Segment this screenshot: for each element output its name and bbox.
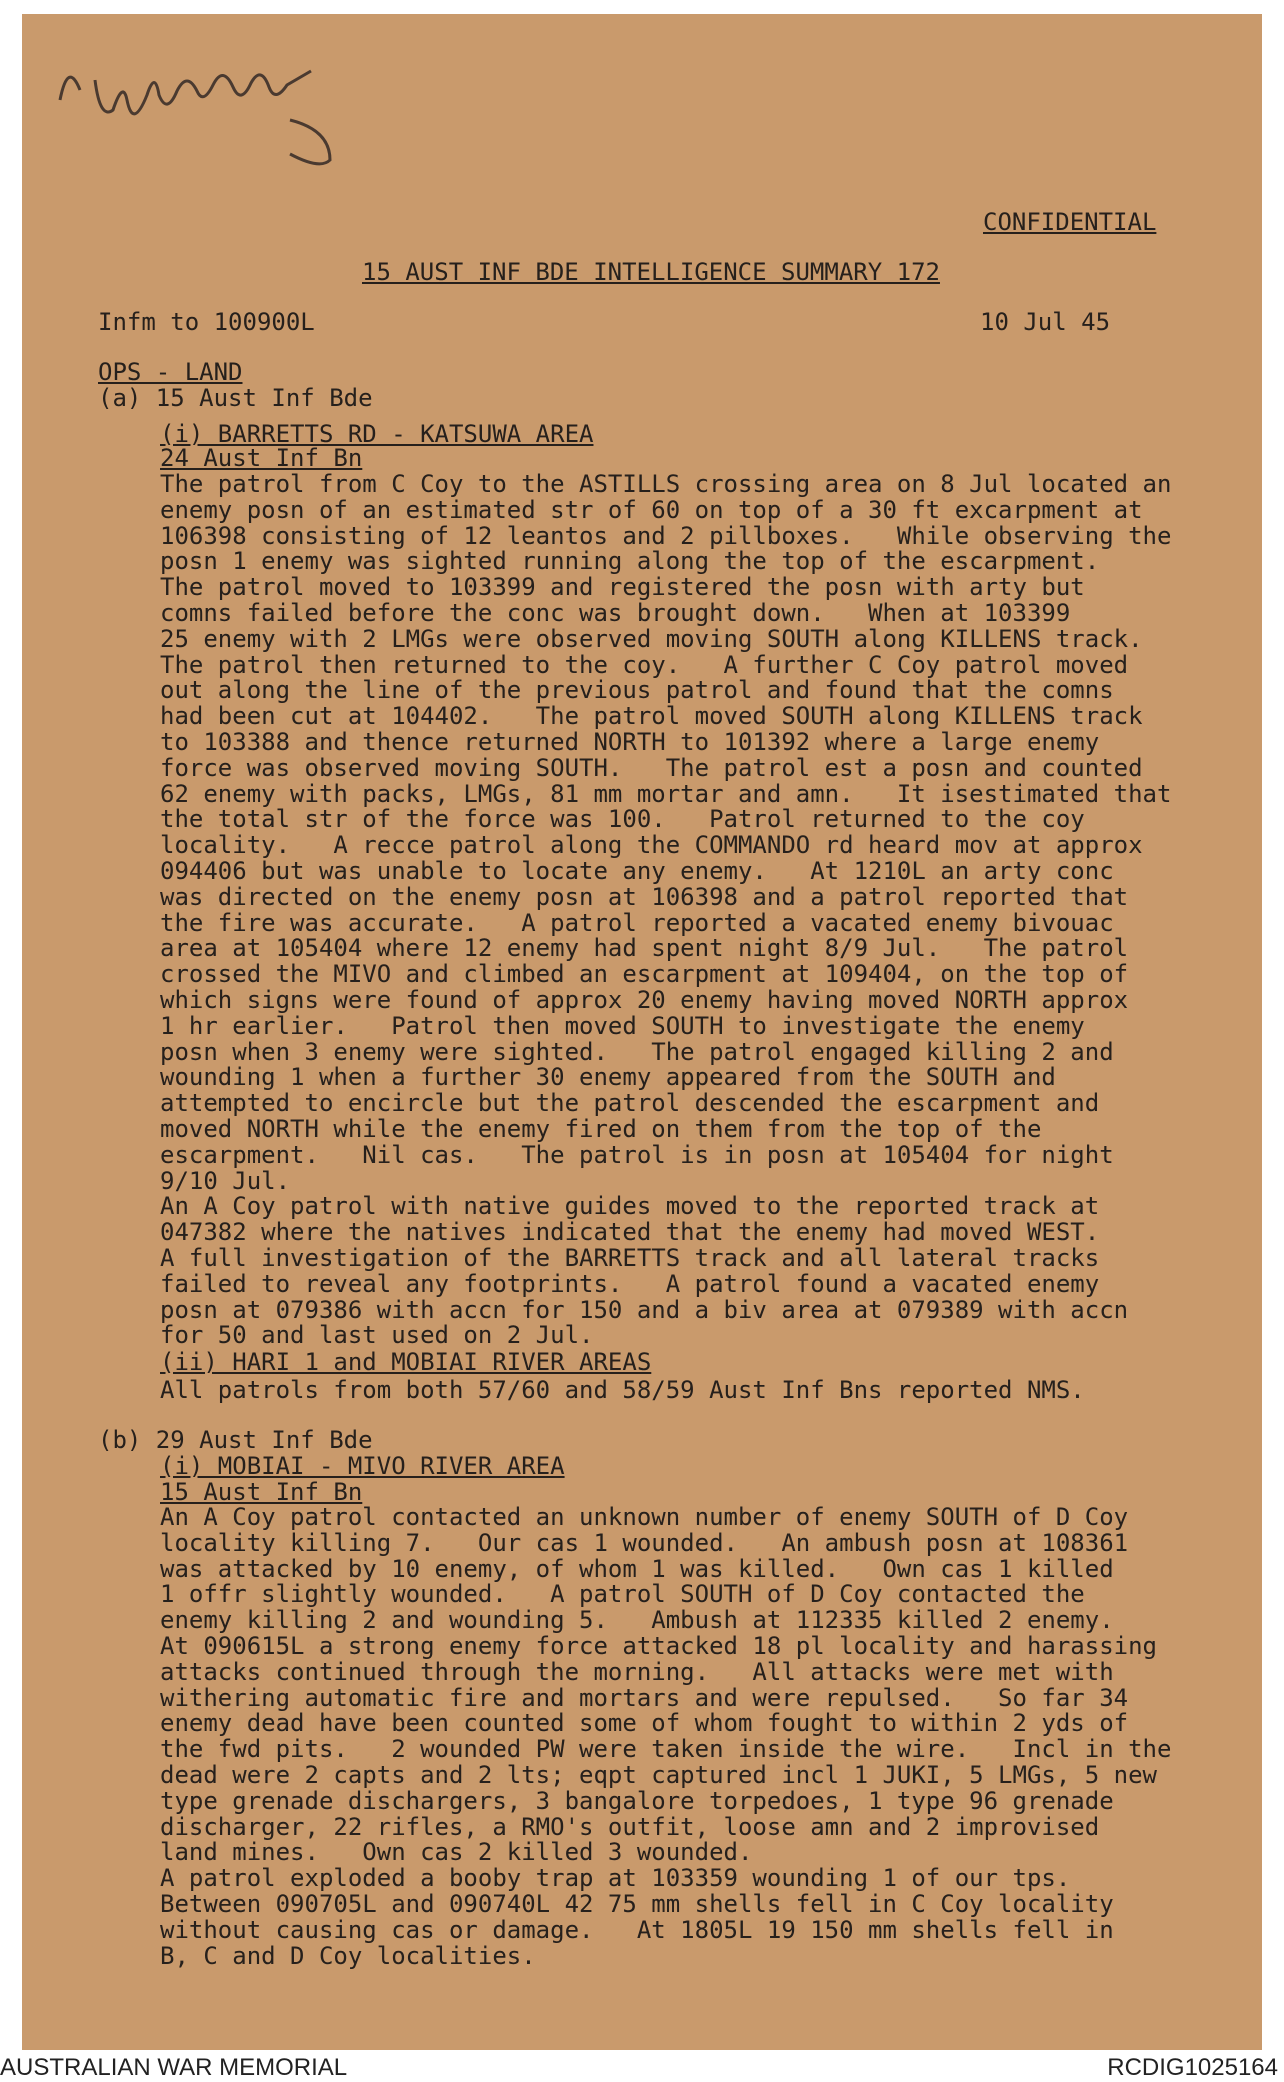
body-line: 62 enemy with packs, LMGs, 81 mm mortar and amn. It isestimated that: [160, 779, 1172, 808]
body-line: The patrol moved to 103399 and registered the posn with arty but: [160, 573, 1085, 602]
footer-institution: AUSTRALIAN WAR MEMORIAL: [0, 2054, 348, 2081]
body-line: out along the line of the previous patrol and found that the comns: [160, 676, 1114, 705]
body-line: discharger, 22 rifles, a RMO's outfit, loose amn and 2 improvised: [160, 1812, 1100, 1841]
body-line: type grenade dischargers, 3 bangalore torpedoes, 1 type 96 grenade: [160, 1786, 1114, 1815]
body-line: posn at 079386 with accn for 150 and a biv area at 079389 with accn: [160, 1295, 1129, 1324]
section-b-unit: 15 Aust Inf Bn: [160, 1478, 363, 1506]
body-line: locality. A recce patrol along the COMMANDO rd heard mov at approx: [160, 831, 1143, 860]
body-line: enemy dead have been counted some of whom fought to within 2 yds of: [160, 1709, 1129, 1738]
body-line: was attacked by 10 enemy, of whom 1 was killed. Own cas 1 killed: [160, 1554, 1114, 1583]
body-line: to 103388 and thence returned NORTH to 101392 where a large enemy: [160, 728, 1100, 756]
body-line: land mines. Own cas 2 killed 3 wounded.: [160, 1838, 753, 1867]
ops-heading: OPS - LAND: [98, 358, 243, 386]
body-line: 106398 consisting of 12 leantos and 2 pillboxes. While observing the: [160, 521, 1172, 550]
handwritten-signature: [40, 40, 460, 180]
body-line: for 50 and last used on 2 Jul.: [160, 1321, 594, 1350]
body-line: B, C and D Coy localities.: [160, 1941, 536, 1970]
section-b-subheading: (i) MOBIAI - MIVO RIVER AREA: [160, 1452, 565, 1480]
body-line: area at 105404 where 12 enemy had spent night 8/9 Jul. The patrol: [160, 934, 1129, 963]
body-line: attacks continued through the morning. All attacks were met with: [160, 1657, 1114, 1686]
body-line: was directed on the enemy posn at 106398 and a patrol reported that: [160, 882, 1129, 911]
section-b-label: (b) 29 Aust Inf Bde: [98, 1426, 373, 1454]
body-line: without causing cas or damage. At 1805L 19 150 mm shells fell in: [160, 1915, 1114, 1944]
body-line: force was observed moving SOUTH. The patrol est a posn and counted: [160, 753, 1143, 782]
body-line: 047382 where the natives indicated that the enemy had moved WEST.: [160, 1218, 1100, 1247]
body-line: crossed the MIVO and climbed an escarpment at 109404, on the top of: [160, 960, 1129, 989]
footer-record-id: RCDIG1025164: [1107, 2054, 1278, 2081]
body-line: the fire was accurate. A patrol reported a vacated enemy bivouac: [160, 908, 1114, 937]
body-line: An A Coy patrol with native guides moved to the reported track at: [160, 1192, 1100, 1221]
body-line: posn when 3 enemy were sighted. The patrol engaged killing 2 and: [160, 1037, 1114, 1066]
body-line: 094406 but was unable to locate any enemy. At 1210L an arty conc: [160, 857, 1114, 885]
section-a-sub2-line: All patrols from both 57/60 and 58/59 Aust Inf Bns reported NMS.: [160, 1376, 1085, 1404]
section-a-subheading: (i) BARRETTS RD - KATSUWA AREA: [160, 420, 594, 448]
body-line: Between 090705L and 090740L 42 75 mm shells fell in C Coy locality: [160, 1890, 1114, 1918]
body-line: escarpment. Nil cas. The patrol is in posn at 105404 for night: [160, 1140, 1114, 1169]
document-date: 10 Jul 45: [980, 308, 1111, 336]
body-line: An A Coy patrol contacted an unknown number of enemy SOUTH of D Coy: [160, 1503, 1129, 1531]
body-line: posn 1 enemy was sighted running along the top of the escarpment.: [160, 547, 1100, 576]
body-line: A patrol exploded a booby trap at 103359 wounding 1 of our tps.: [160, 1864, 1071, 1893]
body-line: the total str of the force was 100. Patrol returned to the coy: [160, 805, 1085, 834]
body-line: 1 hr earlier. Patrol then moved SOUTH to investigate the enemy: [160, 1011, 1085, 1040]
classification-label: CONFIDENTIAL: [983, 208, 1157, 236]
body-line: 25 enemy with 2 LMGs were observed moving SOUTH along KILLENS track.: [160, 624, 1143, 653]
body-line: attempted to encircle but the patrol descended the escarpment and: [160, 1089, 1100, 1118]
body-line: enemy posn of an estimated str of 60 on top of a 30 ft excarpment at: [160, 495, 1143, 524]
body-line: 9/10 Jul.: [160, 1166, 291, 1195]
document-title: 15 AUST INF BDE INTELLIGENCE SUMMARY 172: [362, 258, 940, 286]
body-line: At 090615L a strong enemy force attacked 18 pl locality and harassing: [160, 1632, 1157, 1660]
body-line: 1 offr slightly wounded. A patrol SOUTH of D Coy contacted the: [160, 1580, 1085, 1609]
body-line: The patrol from C Coy to the ASTILLS crossing area on 8 Jul located an: [160, 470, 1172, 498]
section-a-label: (a) 15 Aust Inf Bde: [98, 384, 373, 412]
body-line: wounding 1 when a further 30 enemy appeared from the SOUTH and: [160, 1063, 1056, 1092]
body-line: locality killing 7. Our cas 1 wounded. An ambush posn at 108361: [160, 1528, 1129, 1557]
body-line: failed to reveal any footprints. A patrol found a vacated enemy: [160, 1269, 1100, 1298]
archive-footer: [0, 2052, 1284, 2082]
section-a-unit: 24 Aust Inf Bn: [160, 444, 363, 472]
body-line: A full investigation of the BARRETTS track and all lateral tracks: [160, 1244, 1100, 1272]
body-line: withering automatic fire and mortars and were repulsed. So far 34: [160, 1683, 1129, 1712]
body-line: which signs were found of approx 20 enemy having moved NORTH approx: [160, 986, 1129, 1014]
body-line: The patrol then returned to the coy. A further C Coy patrol moved: [160, 650, 1129, 679]
body-line: enemy killing 2 and wounding 5. Ambush at 112335 killed 2 enemy.: [160, 1606, 1114, 1635]
info-time: Infm to 100900L: [98, 308, 315, 336]
body-line: comns failed before the conc was brought down. When at 103399: [160, 599, 1071, 627]
body-line: dead were 2 capts and 2 lts; eqpt captured incl 1 JUKI, 5 LMGs, 5 new: [160, 1761, 1157, 1789]
section-a-subheading-2: (ii) HARI 1 and MOBIAI RIVER AREAS: [160, 1348, 652, 1376]
body-line: moved NORTH while the enemy fired on them from the top of the: [160, 1115, 1042, 1143]
body-line: the fwd pits. 2 wounded PW were taken inside the wire. Incl in the: [160, 1735, 1172, 1764]
body-line: had been cut at 104402. The patrol moved SOUTH along KILLENS track: [160, 702, 1143, 731]
